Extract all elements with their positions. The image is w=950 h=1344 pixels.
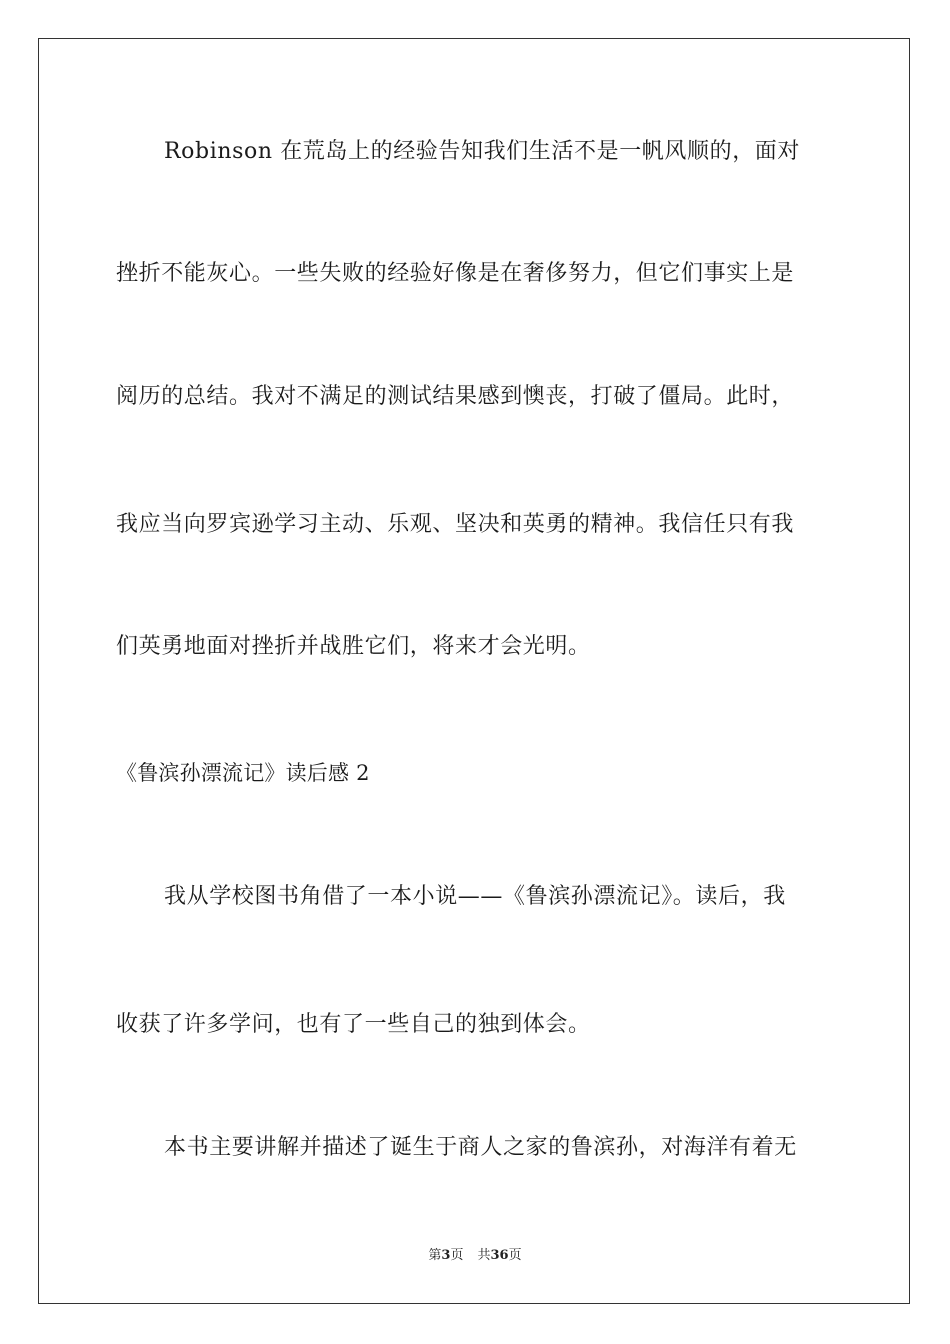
page-border [38, 38, 910, 1304]
text-line: 本书主要讲解并描述了诞生于商人之家的鲁滨孙，对海洋有着无 [164, 1135, 797, 1160]
total-suffix: 页 [508, 1248, 522, 1263]
total-pages: 36 [490, 1248, 509, 1263]
page-footer [0, 1247, 950, 1265]
page-suffix: 页 [450, 1248, 464, 1263]
text-line: 挫折不能灰心。一些失败的经验好像是在奢侈努力，但它们事实上是 [116, 261, 795, 286]
text-line: 我应当向罗宾逊学习主动、乐观、坚决和英勇的精神。我信任只有我 [116, 512, 795, 537]
total-prefix: 共 [477, 1248, 491, 1263]
text-line: Robinson 在荒岛上的经验告知我们生活不是一帆风顺的，面对 [164, 139, 800, 164]
page-prefix: 第 [428, 1248, 442, 1263]
text-line: 们英勇地面对挫折并战胜它们，将来才会光明。 [116, 634, 591, 659]
text-line: 收获了许多学问，也有了一些自己的独到体会。 [116, 1012, 591, 1037]
text-line: 阅历的总结。我对不满足的测试结果感到懊丧，打破了僵局。此时， [116, 384, 795, 409]
page-number: 3 [441, 1248, 451, 1263]
text-line: 我从学校图书角借了一本小说——《鲁滨孙漂流记》。读后，我 [164, 884, 786, 909]
section-title: 《鲁滨孙漂流记》读后感 2 [116, 761, 370, 785]
